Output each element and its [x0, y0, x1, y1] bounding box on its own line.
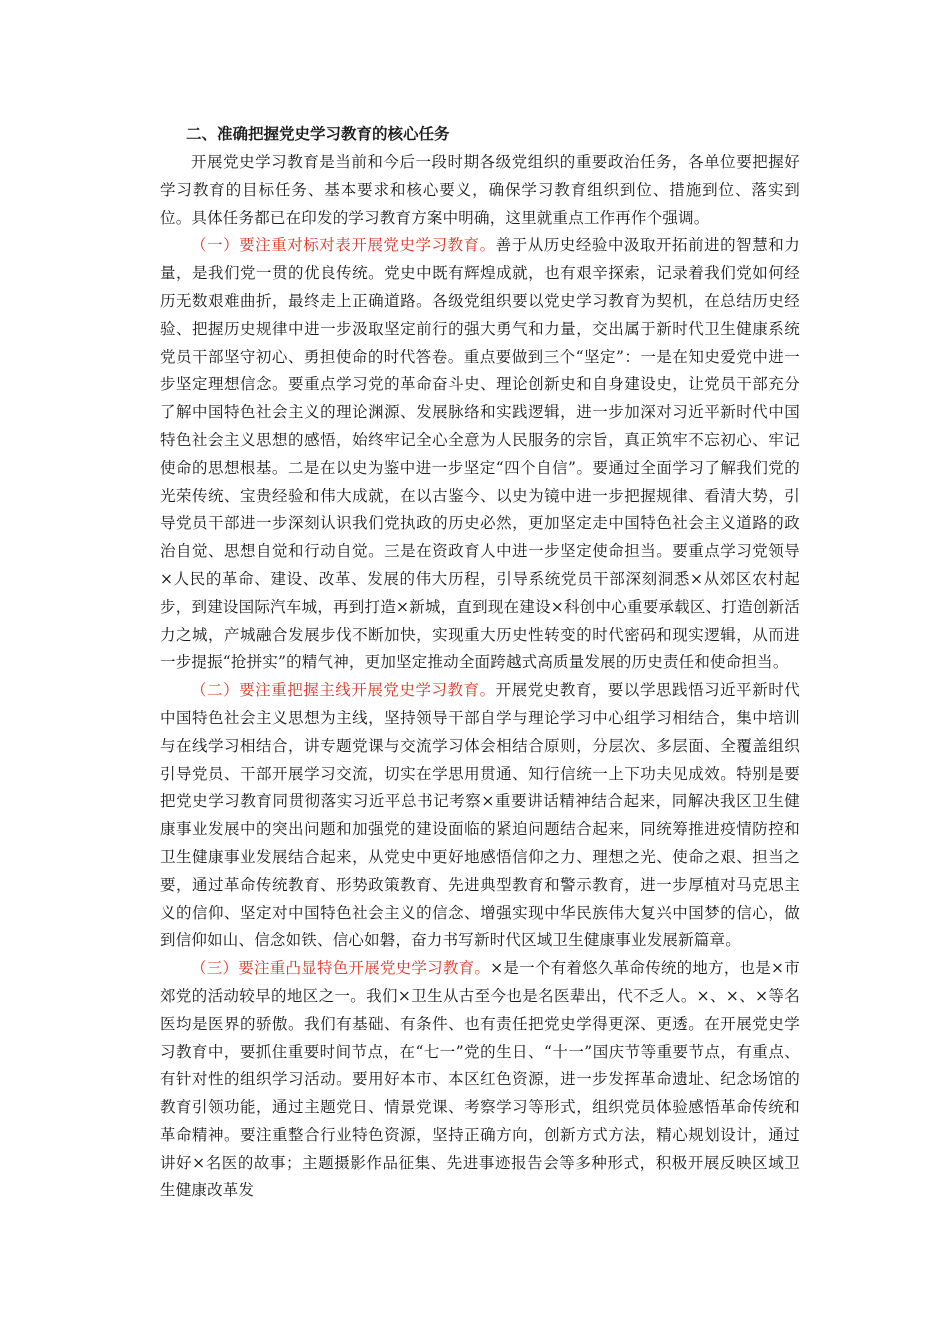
paragraph-intro [160, 149, 800, 232]
paragraph-text: 开展党史教育，要以学思践悟习近平新时代中国特色社会主义思想为主线，坚持领导干部自学与理论学习中心组学习相结合，集中培训与在线学习相结合，讲专题党课与交流学习体会相结合原则，分层次、多层面、全覆盖组织引导党员、干部开展学习交流，切实在学思用贯通、知行信统一上下功夫见成效。特别是要把党史学习教育同贯彻落实习近平总书记考察×重要讲话精神结合起来，同解决我区卫生健康事业发展中的突出问题和加强党的建设面临的紧迫问题结合起来，同统筹推进疫情防控和卫生健康事业发展结合起来，从党史中更好地感悟信仰之力、理想之光、使命之艰、担当之要，通过革命传统教育、形势政策教育、先进典型教育和警示教育，进一步厚植对马克思主义的信仰、坚定对中国特色社会主义的信念、增强实现中华民族伟大复兴中国梦的信心，做到信仰如山、信念如铁、信心如磐，奋力书写新时代区域卫生健康事业发展新篇章。 [160, 681, 800, 950]
paragraph-text: 善于从历史经验中汲取开拓前进的智慧和力量，是我们党一贯的优良传统。党史中既有辉煌成就，也有艰辛探索，记录着我们党如何经历无数艰难曲折，最终走上正确道路。各级党组织要以党史学习教育为契机，在总结历史经验、把握历史规律中进一步汲取坚定前行的强大勇气和力量，交出属于新时代卫生健康系统党员干部坚守初心、勇担使命的时代答卷。重点要做到三个“坚定”：一是在知史爱党中进一步坚定理想信念。要重点学习党的革命奋斗史、理论创新史和自身建设史，让党员干部充分了解中国特色社会主义的理论渊源、发展脉络和实践逻辑，进一步加深对习近平新时代中国特色社会主义思想的感悟，始终牢记全心全意为人民服务的宗旨，真正筑牢不忘初心、牢记使命的思想根基。二是在以史为鉴中进一步坚定“四个自信”。要通过全面学习了解我们党的光荣传统、宝贵经验和伟大成就，在以古鉴今、以史为镜中进一步把握规律、看清大势，引导党员干部进一步深刻认识我们党执政的历史必然，更加坚定走中国特色社会主义道路的政治自觉、思想自觉和行动自觉。三是在资政育人中进一步坚定使命担当。要重点学习党领导×人民的革命、建设、改革、发展的伟大历程，引导系统党员干部深刻洞悉×从郊区农村起步，到建设国际汽车城，再到打造×新城，直到现在建设×科创中心重要承载区、打造创新活力之城，产城融合发展步伐不断加快，实现重大历史性转变的时代密码和现实逻辑，从而进一步提振“抢拼实”的精气神，更加坚定推动全面跨越式高质量发展的历史责任和使命担当。 [160, 236, 800, 672]
point-3-heading: （三）要注重凸显特色开展党史学习教育。 [191, 959, 491, 978]
paragraph-text: 开展党史学习教育是当前和今后一段时期各级党组织的重要政治任务，各单位要把握好学习教育的目标任务、基本要求和核心要义，确保学习教育组织到位、措施到位、落实到位。具体任务都已在印发的学习教育方案中明确，这里就重点工作再作个强调。 [160, 153, 800, 227]
paragraph-text: ×是一个有着悠久革命传统的地方，也是×市郊党的活动较早的地区之一。我们×卫生从古至今也是名医辈出，代不乏人。×、×、×等名医均是医界的骄傲。我们有基础、有条件、也有责任把党史学得更深、更透。在开展党史学习教育中，要抓住重要时间节点，在“七一”党的生日、“十一”国庆节等重要节点，有重点、有针对性的组织学习活动。要用好本市、本区红色资源，进一步发挥革命遗址、纪念场馆的教育引领功能，通过主题党日、情景党课、考察学习等形式，组织党员体验感悟革命传统和革命精神。要注重整合行业特色资源，坚持正确方向，创新方式方法，精心规划设计，通过讲好×名医的故事；主题摄影作品征集、先进事迹报告会等多种形式，积极开展反映区域卫生健康改革发 [160, 959, 800, 1200]
paragraph-point-2 [160, 677, 800, 955]
document-body [160, 120, 800, 1205]
paragraph-point-1 [160, 232, 800, 677]
section-heading: 二、准确把握党史学习教育的核心任务 [186, 125, 450, 143]
point-2-heading: （二）要注重把握主线开展党史学习教育。 [191, 681, 496, 700]
paragraph-point-3 [160, 955, 800, 1205]
point-1-heading: （一）要注重对标对表开展党史学习教育。 [191, 236, 496, 255]
